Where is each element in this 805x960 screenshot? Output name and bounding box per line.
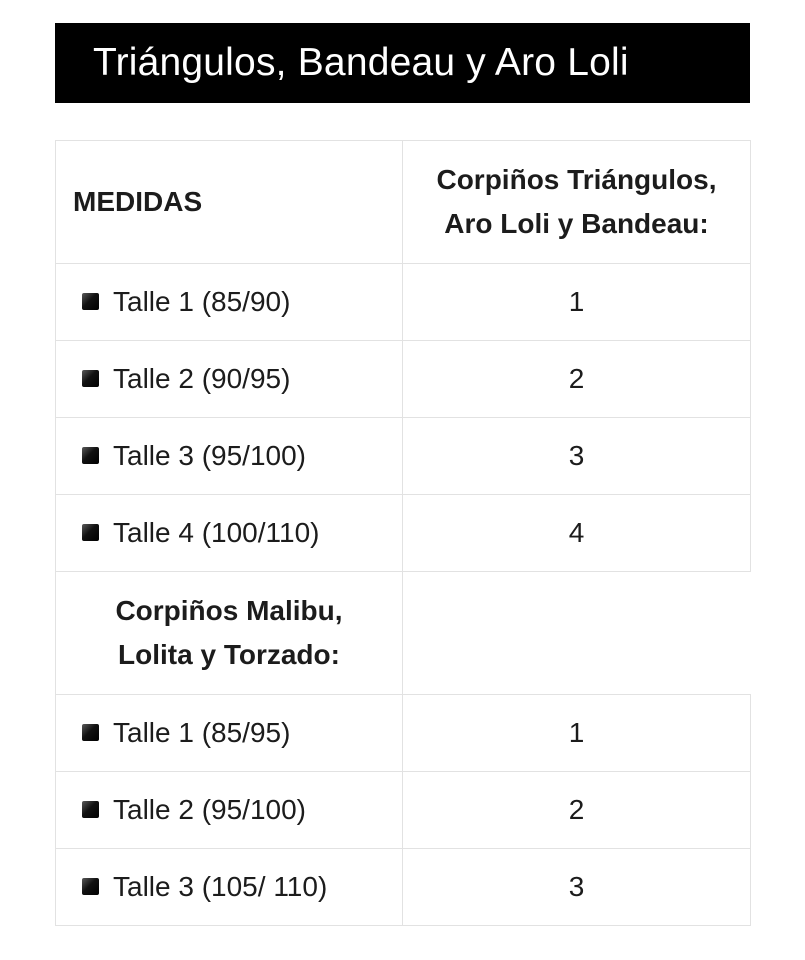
size-value: 2 — [403, 341, 751, 418]
size-label: Talle 1 (85/95) — [113, 717, 291, 748]
empty-cell — [403, 572, 751, 695]
size-label-cell — [56, 695, 403, 772]
size-label-cell — [56, 341, 403, 418]
size-label-cell — [56, 772, 403, 849]
page-title: Triángulos, Bandeau y Aro Loli — [93, 41, 629, 84]
table-row — [56, 495, 751, 572]
table-row — [56, 849, 751, 926]
table-subheader-row — [56, 572, 751, 695]
black-square-bullet-icon — [82, 293, 99, 310]
size-label-cell — [56, 849, 403, 926]
table-row — [56, 341, 751, 418]
black-square-bullet-icon — [82, 370, 99, 387]
black-square-bullet-icon — [82, 524, 99, 541]
size-label: Talle 2 (95/100) — [113, 794, 307, 825]
black-square-bullet-icon — [82, 724, 99, 741]
size-label-cell — [56, 418, 403, 495]
table-row — [56, 264, 751, 341]
size-label: Talle 3 (95/100) — [113, 440, 307, 471]
size-label: Talle 1 (85/90) — [113, 286, 291, 317]
subheader-corpinos-malibu — [56, 572, 403, 695]
black-square-bullet-icon — [82, 801, 99, 818]
size-label: Talle 3 (105/ 110) — [113, 871, 328, 902]
size-chart-table — [55, 140, 751, 926]
size-label: Talle 2 (90/95) — [113, 363, 291, 394]
table-header-row — [56, 141, 751, 264]
size-value: 4 — [403, 495, 751, 572]
black-square-bullet-icon — [82, 447, 99, 464]
size-label: Talle 4 (100/110) — [113, 517, 320, 548]
size-label-cell — [56, 264, 403, 341]
size-label-cell — [56, 495, 403, 572]
table-row — [56, 695, 751, 772]
subheader-line-1: Corpiños Malibu, — [115, 595, 343, 626]
subheader-line-2: Lolita y Torzado: — [118, 639, 340, 670]
table-row — [56, 418, 751, 495]
size-value: 2 — [403, 772, 751, 849]
header-line-2: Aro Loli y Bandeau: — [444, 208, 709, 239]
size-value: 3 — [403, 849, 751, 926]
title-banner — [55, 23, 750, 103]
size-value: 3 — [403, 418, 751, 495]
header-line-1: Corpiños Triángulos, — [436, 164, 717, 195]
header-corpinos-triangulos — [403, 141, 751, 264]
table-row — [56, 772, 751, 849]
black-square-bullet-icon — [82, 878, 99, 895]
header-medidas: MEDIDAS — [56, 141, 403, 264]
size-value: 1 — [403, 695, 751, 772]
size-value: 1 — [403, 264, 751, 341]
